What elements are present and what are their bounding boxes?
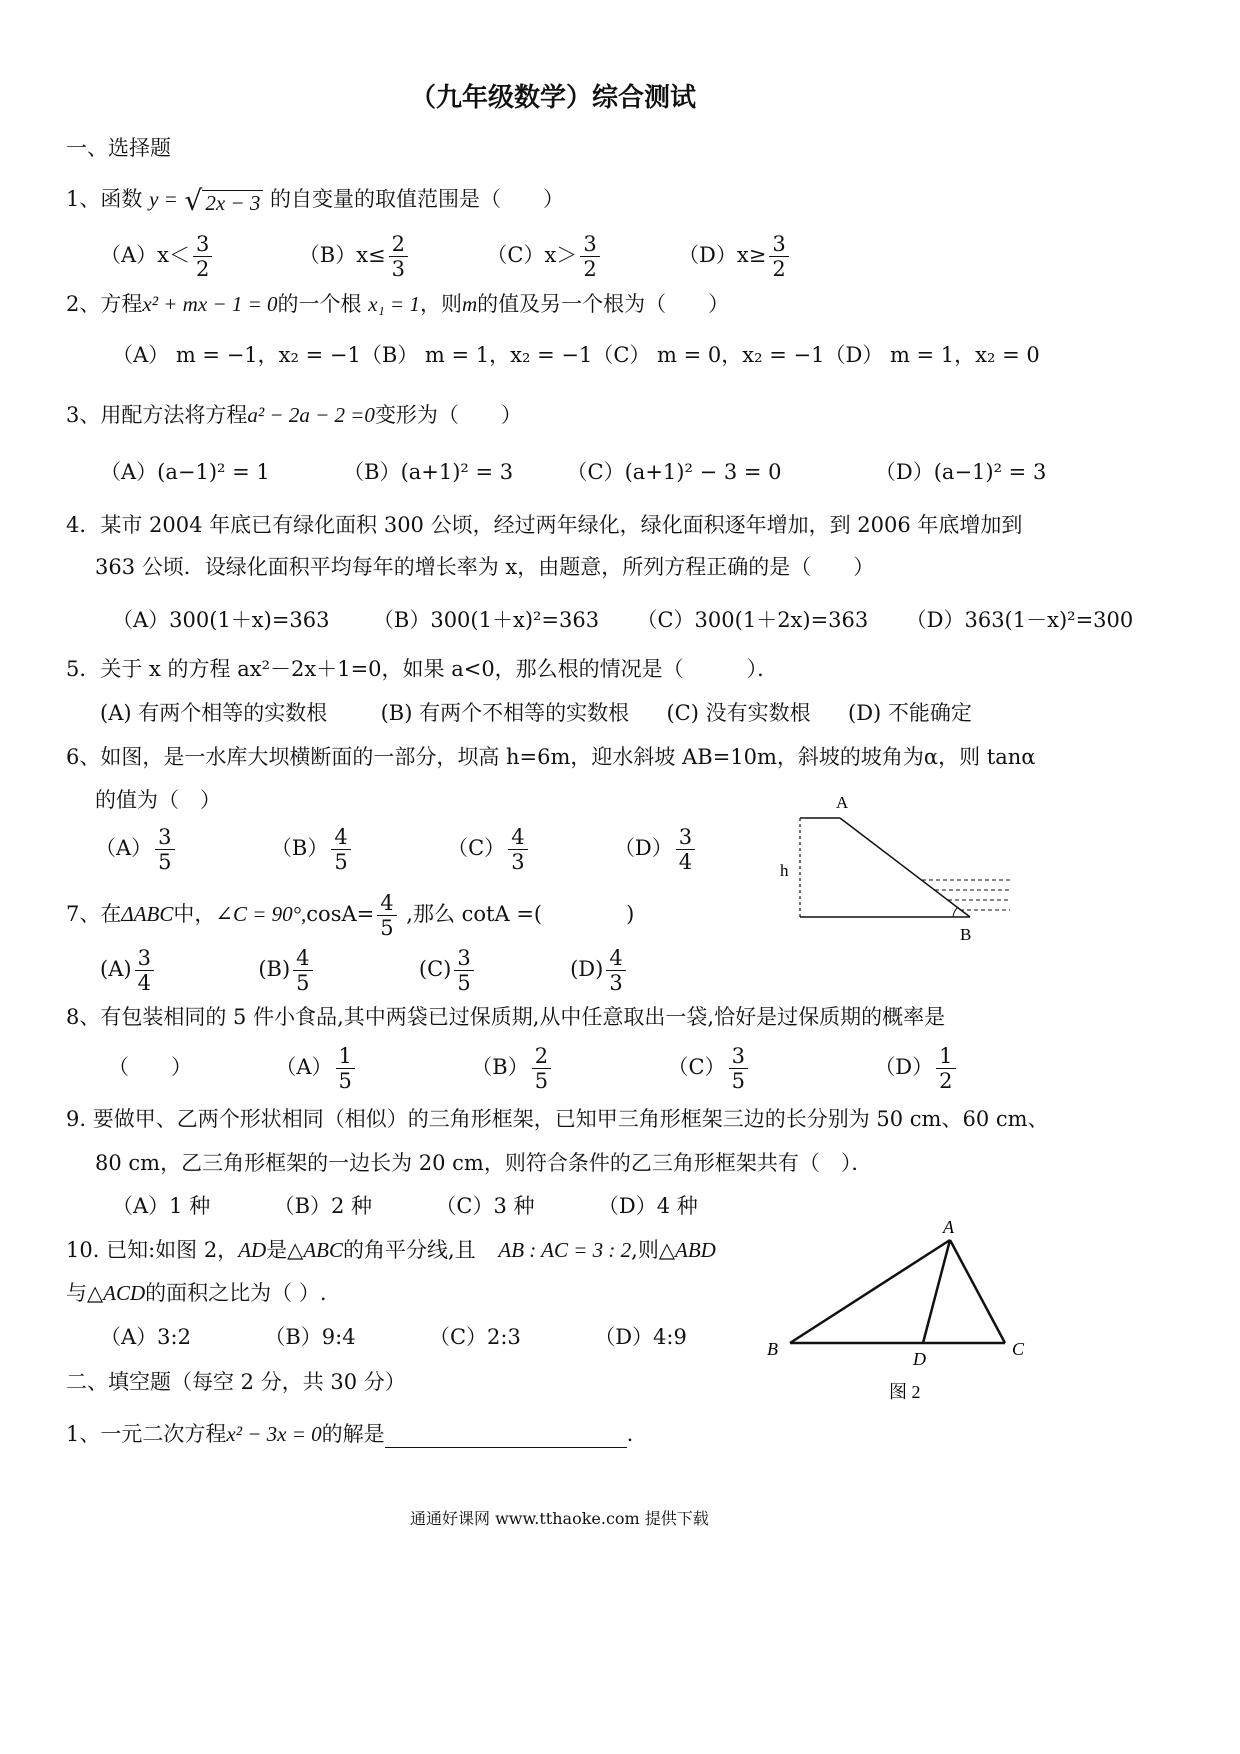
q7-option-a: (A) $\frac{3}{4}$	[100, 957, 157, 981]
question-6-line1: 6、如图，是一水库大坝横断面的一部分，坝高 h=6m，迎水斜坡 AB=10m，斜坡的坡角为α，则 tanα	[66, 745, 1036, 769]
q5-option-b: (B) 有两个不相等的实数根	[380, 701, 630, 725]
triangle-label-d: D	[913, 1349, 926, 1369]
q7-options	[100, 946, 629, 995]
q7-triangle: ΔABC	[121, 902, 174, 926]
question-9-line2: 80 cm，乙三角形框架的一边长为 20 cm，则符合条件的乙三角形框架共有（ ）．	[95, 1151, 873, 1175]
q1-y: y =	[149, 187, 178, 211]
q10-option-d: （D）4:9	[594, 1325, 687, 1349]
dam-figure	[770, 790, 1030, 960]
q9-option-a: （A）1 种	[112, 1194, 211, 1218]
q2-text-d: 的值及另一个根为（ ）	[477, 292, 730, 316]
q3-option-b: （B）(a+1)² = 3	[343, 460, 514, 484]
q6-option-d: （D） $\frac{3}{4}$	[614, 836, 698, 860]
dam-label-h: h	[780, 861, 789, 880]
q1-option-c: （C）x＞ $\frac{3}{2}$	[486, 243, 602, 267]
q7-option-c: (C) $\frac{3}{5}$	[419, 957, 477, 981]
q8-option-d: （D） $\frac{1}{2}$	[874, 1055, 958, 1079]
q4-option-a: （A）300(1＋x)=363	[112, 608, 330, 632]
q2-text-c: ，则	[419, 292, 462, 316]
q8-option-c: （C） $\frac{3}{5}$	[667, 1055, 750, 1079]
q10-options	[100, 1323, 687, 1351]
answer-blank[interactable]	[385, 1423, 627, 1448]
q2-equation: x² + mx − 1 = 0	[142, 292, 278, 316]
question-10-line2: 与△ACD的面积之比为（ ）.	[66, 1281, 327, 1305]
question-8: 8、有包装相同的 5 件小食品,其中两袋已过保质期,从中任意取出一袋,恰好是过保质期的概率是	[66, 1005, 946, 1029]
dam-label-b: B	[960, 925, 972, 944]
q2-m: m	[461, 292, 478, 316]
q7-angle: ∠C = 90°,	[215, 902, 307, 926]
q1-radicand: 2x − 3	[202, 190, 263, 215]
q1-text: 的自变量的取值范围是（ ）	[270, 187, 565, 211]
q7-option-d: (D) $\frac{4}{3}$	[570, 957, 629, 981]
q3-option-c: （C）(a+1)² − 3 = 0	[566, 460, 782, 484]
question-3	[66, 401, 522, 429]
fill-question-1: 1、一元二次方程x² − 3x = 0的解是 .	[66, 1422, 634, 1446]
question-6-line2: 的值为（ ）	[95, 788, 221, 812]
q6-option-b: （B） $\frac{4}{5}$	[271, 836, 354, 860]
q5-option-c: (C) 没有实数根	[666, 701, 811, 725]
q10-option-c: （C）2:3	[428, 1325, 521, 1349]
q4-options	[112, 606, 1133, 634]
q2-root: x₁ = 1	[368, 292, 420, 316]
triangle-label-b: B	[767, 1339, 778, 1359]
q4-option-d: （D）363(1－x)²=300	[905, 608, 1134, 632]
q8-option-a: （A） $\frac{1}{5}$	[275, 1055, 358, 1079]
question-9-line1: 9. 要做甲、乙两个形状相同（相似）的三角形框架，已知甲三角形框架三边的长分别为 50 cm、60 cm、	[66, 1107, 1049, 1131]
q3-text-a: 3、用配方法将方程	[66, 403, 248, 427]
question-2	[66, 290, 729, 318]
q7-cos-fraction: $\frac{4}{5}$	[377, 891, 396, 940]
q2-text-b: 的一个根	[277, 292, 362, 316]
q5-options	[100, 699, 972, 727]
question-5: 5．关于 x 的方程 ax²－2x＋1=0，如果 a<0，那么根的情况是（ ）．	[66, 657, 779, 681]
question-1	[66, 185, 564, 215]
section-heading-choice: 一、选择题	[66, 136, 171, 160]
q5-option-d: (D) 不能确定	[848, 701, 972, 725]
q7-text-a: 7、在	[66, 902, 122, 926]
q3-text-b: 变形为（ ）	[374, 403, 522, 427]
q9-option-c: （C）3 种	[435, 1194, 535, 1218]
figure-caption: 图 2	[889, 1382, 921, 1402]
q7-text-b: 中，	[173, 902, 216, 926]
q9-option-d: （D）4 种	[597, 1194, 698, 1218]
question-4-line2: 363 公顷．设绿化面积平均每年的增长率为 x，由题意，所列方程正确的是（ ）	[95, 555, 875, 579]
dam-label-a: A	[836, 793, 849, 812]
q3-options	[100, 458, 1046, 486]
q1-prefix: 1、函数	[66, 187, 143, 211]
q1-option-d: （D）x≥ $\frac{3}{2}$	[678, 243, 792, 267]
page-footer: 通通好课网 www.tthaoke.com 提供下载	[410, 1509, 709, 1528]
q8-option-b: （B） $\frac{2}{5}$	[471, 1055, 554, 1079]
q2-text-a: 2、方程	[66, 292, 143, 316]
q6-option-a: （A） $\frac{3}{5}$	[95, 836, 178, 860]
section-heading-fill: 二、填空题（每空 2 分，共 30 分）	[66, 1370, 406, 1394]
q8-options	[108, 1044, 959, 1093]
q7-text-c: ,那么 cotA =( )	[399, 902, 635, 926]
triangle-figure	[755, 1215, 1055, 1410]
q2-options: （A） m = −1，x₂ = −1（B） m = 1，x₂ = −1（C） m = 0，x₂ = −1（D） m = 1，x₂ = 0	[112, 343, 1040, 367]
q3-equation: a² − 2a − 2 =0	[247, 403, 375, 427]
q1-option-b: （B）x≤ $\frac{2}{3}$	[299, 243, 411, 267]
q3-option-d: （D）(a−1)² = 3	[874, 460, 1047, 484]
q9-option-b: （B）2 种	[273, 1194, 373, 1218]
q1-options	[100, 232, 792, 281]
triangle-label-a: A	[943, 1217, 954, 1237]
question-4-line1: 4．某市 2004 年底已有绿化面积 300 公顷，经过两年绿化，绿化面积逐年增加，到 2006 年底增加到	[66, 513, 1023, 537]
q6-option-c: （C） $\frac{4}{3}$	[447, 836, 530, 860]
question-7	[66, 891, 634, 940]
q10-option-b: （B）9:4	[264, 1325, 356, 1349]
question-10-line1: 10. 已知:如图 2，AD是△ABC的角平分线,且 AB : AC = 3 : 2,则△ABD	[66, 1238, 716, 1262]
q4-option-c: （C）300(1＋2x)=363	[636, 608, 869, 632]
q7-option-b: (B) $\frac{4}{5}$	[258, 957, 315, 981]
dam-slope-ab	[840, 818, 970, 917]
q7-cos: cosA=	[306, 902, 375, 926]
q5-option-a: (A) 有两个相等的实数根	[100, 701, 328, 725]
triangle-side-ac	[950, 1240, 1005, 1343]
q1-sqrt: √ 2x − 3	[185, 187, 264, 215]
q1-option-a: （A）x＜ $\frac{3}{2}$	[100, 243, 215, 267]
slope-angle-arc	[953, 907, 958, 917]
q3-option-a: （A）(a−1)² = 1	[100, 460, 270, 484]
q6-options	[95, 825, 698, 874]
q4-option-b: （B）300(1＋x)²=363	[372, 608, 600, 632]
q10-option-a: （A）3:2	[100, 1325, 191, 1349]
page-title: （九年级数学）综合测试	[410, 83, 697, 113]
q8-answer-paren: （ ）	[108, 1055, 192, 1079]
q9-options	[112, 1192, 698, 1220]
triangle-label-c: C	[1012, 1339, 1025, 1359]
